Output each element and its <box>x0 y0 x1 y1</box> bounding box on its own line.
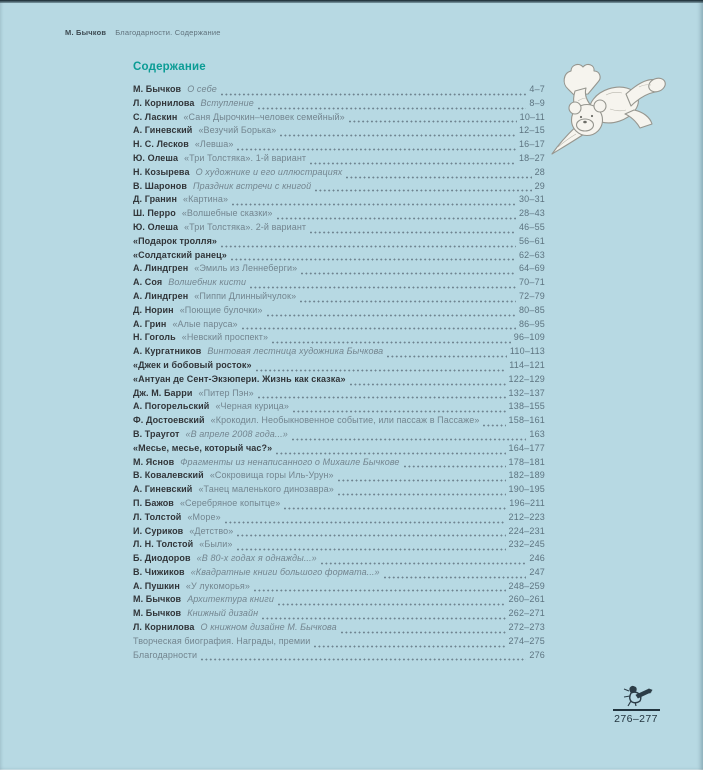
toc-title-text: «Черная курица» <box>215 401 289 412</box>
toc-title-text: «Невский проспект» <box>181 332 269 343</box>
toc-entry <box>133 470 545 484</box>
toc-entry <box>133 429 545 443</box>
toc-title-text: «Крокодил. Необыкновенное событие, или пассаж в Пассаже» <box>210 415 480 426</box>
toc-entry <box>133 332 545 346</box>
dotted-leader <box>338 479 506 482</box>
toc-entry <box>133 112 545 126</box>
toc-pages: 132–137 <box>508 387 545 398</box>
dotted-leader <box>310 162 516 165</box>
toc-pages: 72–79 <box>518 290 545 301</box>
toc-entry <box>133 125 545 139</box>
toc-title-text: «Джек и бобовый росток» <box>133 359 252 370</box>
toc-list <box>133 84 545 663</box>
toc-author: А. Линдгрен <box>133 290 189 301</box>
dotted-leader <box>225 521 506 524</box>
dotted-leader <box>315 189 531 192</box>
toc-author: Дж. М. Барри <box>133 387 193 398</box>
toc-pages: 46–55 <box>518 221 545 232</box>
toc-pages: 114–121 <box>509 359 545 370</box>
toc-entry <box>133 98 545 112</box>
toc-title-text: «Детство» <box>189 525 234 536</box>
toc-author: Д. Гранин <box>133 194 177 205</box>
toc-entry <box>133 222 545 236</box>
toc-title-text: О себе <box>187 84 217 94</box>
toc-title-text: «Три Толстяка». 2-й вариант <box>184 221 307 232</box>
toc-title-text: «Подарок тролля» <box>133 235 218 246</box>
toc-pages: 10–11 <box>519 111 545 122</box>
toc-title-text: «Месье, месье, который час?» <box>133 442 273 453</box>
toc-title-text: «Саня Дырочкин–человек семейный» <box>183 111 345 122</box>
toc-entry <box>133 567 545 581</box>
toc-entry <box>133 650 545 664</box>
toc-author: М. Бычков <box>133 84 182 94</box>
toc-entry <box>133 581 545 595</box>
dotted-leader <box>221 93 526 96</box>
running-head-chapter: Благодарности. Содержание <box>115 28 221 37</box>
toc-pages: 4–7 <box>529 84 545 94</box>
dotted-leader <box>258 107 527 110</box>
toc-pages: 247 <box>529 566 545 577</box>
dotted-leader <box>267 314 516 317</box>
toc-title-text: «Везучий Борька» <box>198 125 277 136</box>
toc-title-text: «Серебряное копытце» <box>179 497 281 508</box>
folio-rule <box>613 709 660 711</box>
dotted-leader <box>300 300 516 303</box>
toc-entry <box>133 194 545 208</box>
dotted-leader <box>350 383 506 386</box>
dotted-leader <box>231 258 516 261</box>
toc-pages: 232–245 <box>508 539 545 550</box>
dotted-leader <box>301 272 516 275</box>
toc-pages: 12–15 <box>518 125 545 136</box>
toc-author: А. Линдгрен <box>133 263 189 274</box>
toc-pages: 260–261 <box>508 594 545 605</box>
toc-entry <box>133 498 545 512</box>
toc-title-text: «У лукоморья» <box>185 580 250 591</box>
toc-entry <box>133 291 545 305</box>
toc-author: А. Грин <box>133 318 167 329</box>
dotted-leader <box>278 603 506 606</box>
toc-pages: 86–95 <box>518 318 545 329</box>
toc-title-text: «Танец маленького динозавра» <box>198 484 334 495</box>
dotted-leader <box>262 617 505 620</box>
toc-entry <box>133 139 545 153</box>
toc-entry <box>133 181 545 195</box>
toc-entry <box>133 346 545 360</box>
toc-pages: 178–181 <box>508 456 545 467</box>
toc-title-text: «Три Толстяка». 1-й вариант <box>184 152 307 163</box>
toc-title-text: Вступление <box>200 97 254 108</box>
toc-pages: 182–189 <box>508 470 545 481</box>
dotted-leader <box>292 438 527 441</box>
toc-entry <box>133 263 545 277</box>
toc-title-text: «В апреле 2008 года...» <box>185 428 288 439</box>
toc-pages: 248–259 <box>508 580 545 591</box>
toc-pages: 29 <box>534 180 545 191</box>
toc-title-text: «Левша» <box>194 139 234 150</box>
toc-entry <box>133 84 545 98</box>
toc-title-text: «Питер Пэн» <box>198 387 254 398</box>
dotted-leader <box>404 465 506 468</box>
toc-entry <box>133 415 545 429</box>
toc-pages: 224–231 <box>508 525 545 536</box>
toc-pages: 56–61 <box>518 235 545 246</box>
toc-author: Д. Норин <box>133 304 174 315</box>
toc-title-text: «Были» <box>199 539 233 550</box>
toc-title-text: Фрагменты из ненаписанного о Михаиле Бычкове <box>180 456 400 467</box>
toc-author: П. Бажов <box>133 497 174 508</box>
toc-pages: 8–9 <box>529 97 545 108</box>
toc-pages: 190–195 <box>508 484 545 495</box>
toc-entry <box>133 636 545 650</box>
toc-entry <box>133 457 545 471</box>
toc-author: И. Суриков <box>133 525 184 536</box>
toc-title-text: Архитектура книги <box>187 594 274 605</box>
toc-entry <box>133 443 545 457</box>
page-top-edge <box>0 0 703 3</box>
toc-pages: 28–43 <box>518 208 545 219</box>
toc-entry <box>133 512 545 526</box>
toc-entry <box>133 594 545 608</box>
toc-entry <box>133 319 545 333</box>
dotted-leader <box>321 562 527 565</box>
toc-title-text: Благодарности <box>133 649 198 660</box>
toc-author: Ю. Олеша <box>133 221 179 232</box>
dotted-leader <box>384 576 527 579</box>
toc-entry <box>133 153 545 167</box>
toc-pages: 16–17 <box>518 139 545 150</box>
dotted-leader <box>250 286 516 289</box>
toc-author: С. Ласкин <box>133 111 178 122</box>
toc-entry <box>133 539 545 553</box>
toc-title-text: «В 80-х годах я однажды...» <box>196 553 317 564</box>
dotted-leader <box>276 452 505 455</box>
toc-pages: 18–27 <box>518 152 545 163</box>
dotted-leader <box>237 548 506 551</box>
dotted-leader <box>272 341 511 344</box>
tailpiece-figure-icon <box>619 683 653 707</box>
toc-entry <box>133 167 545 181</box>
toc-title-text: «Эмиль из Леннеберги» <box>194 263 298 274</box>
toc-title-text: «Квадратные книги большого формата...» <box>190 566 380 577</box>
toc-title-text: «Море» <box>187 511 221 522</box>
toc-pages: 64–69 <box>518 263 545 274</box>
toc-pages: 110–113 <box>509 346 545 357</box>
toc-author: Н. С. Лесков <box>133 139 189 150</box>
toc-pages: 62–63 <box>518 249 545 260</box>
toc-pages: 122–129 <box>508 373 545 384</box>
toc-entry <box>133 374 545 388</box>
toc-entry <box>133 305 545 319</box>
page-footer <box>605 683 667 725</box>
toc-title-text: Винтовая лестница художника Бычкова <box>207 346 384 357</box>
dotted-leader <box>277 217 516 220</box>
dotted-leader <box>201 658 526 661</box>
dotted-leader <box>254 589 506 592</box>
toc-entry <box>133 484 545 498</box>
dotted-leader <box>284 507 506 510</box>
toc-entry <box>133 360 545 374</box>
dotted-leader <box>310 231 516 234</box>
toc-author: В. Чижиков <box>133 566 185 577</box>
toc-pages: 70–71 <box>518 277 545 288</box>
toc-title-text: «Солдатский ранец» <box>133 249 227 260</box>
toc-pages: 163 <box>529 428 545 439</box>
toc-author: А. Пушкин <box>133 580 180 591</box>
toc-author: Ф. Достоевский <box>133 415 205 426</box>
flying-teddy-bear-illustration <box>544 57 674 167</box>
toc-author: А. Кургатников <box>133 346 202 357</box>
toc-author: А. Соя <box>133 277 163 288</box>
toc-entry <box>133 236 545 250</box>
dotted-leader <box>293 410 506 413</box>
toc-pages: 164–177 <box>508 442 545 453</box>
toc-author: А. Гиневский <box>133 484 193 495</box>
dotted-leader <box>232 203 516 206</box>
dotted-leader <box>237 148 516 151</box>
teddy-bear-sketch-svg <box>544 57 674 167</box>
toc-entry <box>133 622 545 636</box>
toc-title-text: «Антуан де Сент-Экзюпери. Жизнь как сказка» <box>133 373 346 384</box>
toc-pages: 274–275 <box>508 635 545 646</box>
toc-title-text: Праздник встречи с книгой <box>193 180 312 191</box>
dotted-leader <box>483 424 505 427</box>
toc-author: Б. Диодоров <box>133 553 191 564</box>
toc-author: Л. Корнилова <box>133 97 195 108</box>
toc-pages: 30–31 <box>518 194 545 205</box>
dotted-leader <box>242 327 516 330</box>
toc-entry <box>133 608 545 622</box>
toc-author: Н. Гоголь <box>133 332 176 343</box>
toc-author: Л. Толстой <box>133 511 182 522</box>
toc-author: М. Яснов <box>133 456 175 467</box>
toc-author: А. Гиневский <box>133 125 193 136</box>
toc-entry <box>133 208 545 222</box>
dotted-leader <box>346 176 531 179</box>
toc-pages: 138–155 <box>508 401 545 412</box>
toc-title-text: Волшебник кисти <box>168 277 247 288</box>
toc-title-text: О художнике и его иллюстрациях <box>195 166 343 177</box>
toc-title-text: Творческая биография. Награды, премии <box>133 635 311 646</box>
toc-entry <box>133 553 545 567</box>
dotted-leader <box>349 120 517 123</box>
toc-entry <box>133 401 545 415</box>
dotted-leader <box>280 134 516 137</box>
dotted-leader <box>256 369 507 372</box>
toc-pages: 28 <box>534 166 545 177</box>
toc-entry <box>133 388 545 402</box>
toc-title-text: «Пиппи Длинныйчулок» <box>194 290 297 301</box>
toc-pages: 96–109 <box>513 332 545 343</box>
toc-pages: 276 <box>529 649 545 660</box>
dotted-leader <box>314 645 505 648</box>
toc-pages: 272–273 <box>508 622 545 633</box>
toc-pages: 246 <box>529 553 545 564</box>
toc-author: Л. Корнилова <box>133 622 195 633</box>
toc-entry <box>133 250 545 264</box>
toc-author: М. Бычков <box>133 594 182 605</box>
toc-title-text: «Поющие булочки» <box>179 304 263 315</box>
toc-author: Ю. Олеша <box>133 152 179 163</box>
toc-entry <box>133 277 545 291</box>
toc-author: В. Шаронов <box>133 180 188 191</box>
toc-pages: 262–271 <box>508 608 545 619</box>
dotted-leader <box>338 493 506 496</box>
toc-title-text: «Картина» <box>182 194 229 205</box>
toc-author: Л. Н. Толстой <box>133 539 194 550</box>
toc-pages: 196–211 <box>509 497 545 508</box>
toc-title-text: «Сокровища горы Иль-Урун» <box>209 470 334 481</box>
folio-page-numbers: 276–277 <box>614 713 658 725</box>
running-head-author: М. Бычков <box>65 28 107 37</box>
toc-entry <box>133 526 545 540</box>
dotted-leader <box>341 631 506 634</box>
dotted-leader <box>258 396 506 399</box>
toc-author: Н. Козырева <box>133 166 190 177</box>
running-head <box>65 28 221 37</box>
toc-pages: 158–161 <box>508 415 545 426</box>
toc-author: А. Погорельский <box>133 401 210 412</box>
dotted-leader <box>237 534 505 537</box>
toc-pages: 212–223 <box>508 511 545 522</box>
toc-author: Ш. Перро <box>133 208 176 219</box>
dotted-leader <box>387 355 507 358</box>
toc-title-text: «Алые паруса» <box>172 318 238 329</box>
toc-title-text: Книжный дизайн <box>187 608 259 619</box>
toc-author: В. Ковалевский <box>133 470 204 481</box>
toc-content <box>133 61 545 663</box>
toc-pages: 80–85 <box>518 304 545 315</box>
toc-author: В. Траугот <box>133 428 180 439</box>
toc-author: М. Бычков <box>133 608 182 619</box>
page-title: Содержание <box>133 61 206 73</box>
dotted-leader <box>221 245 516 248</box>
toc-title-text: О книжном дизайне М. Бычкова <box>200 622 337 633</box>
toc-title-text: «Волшебные сказки» <box>181 208 273 219</box>
